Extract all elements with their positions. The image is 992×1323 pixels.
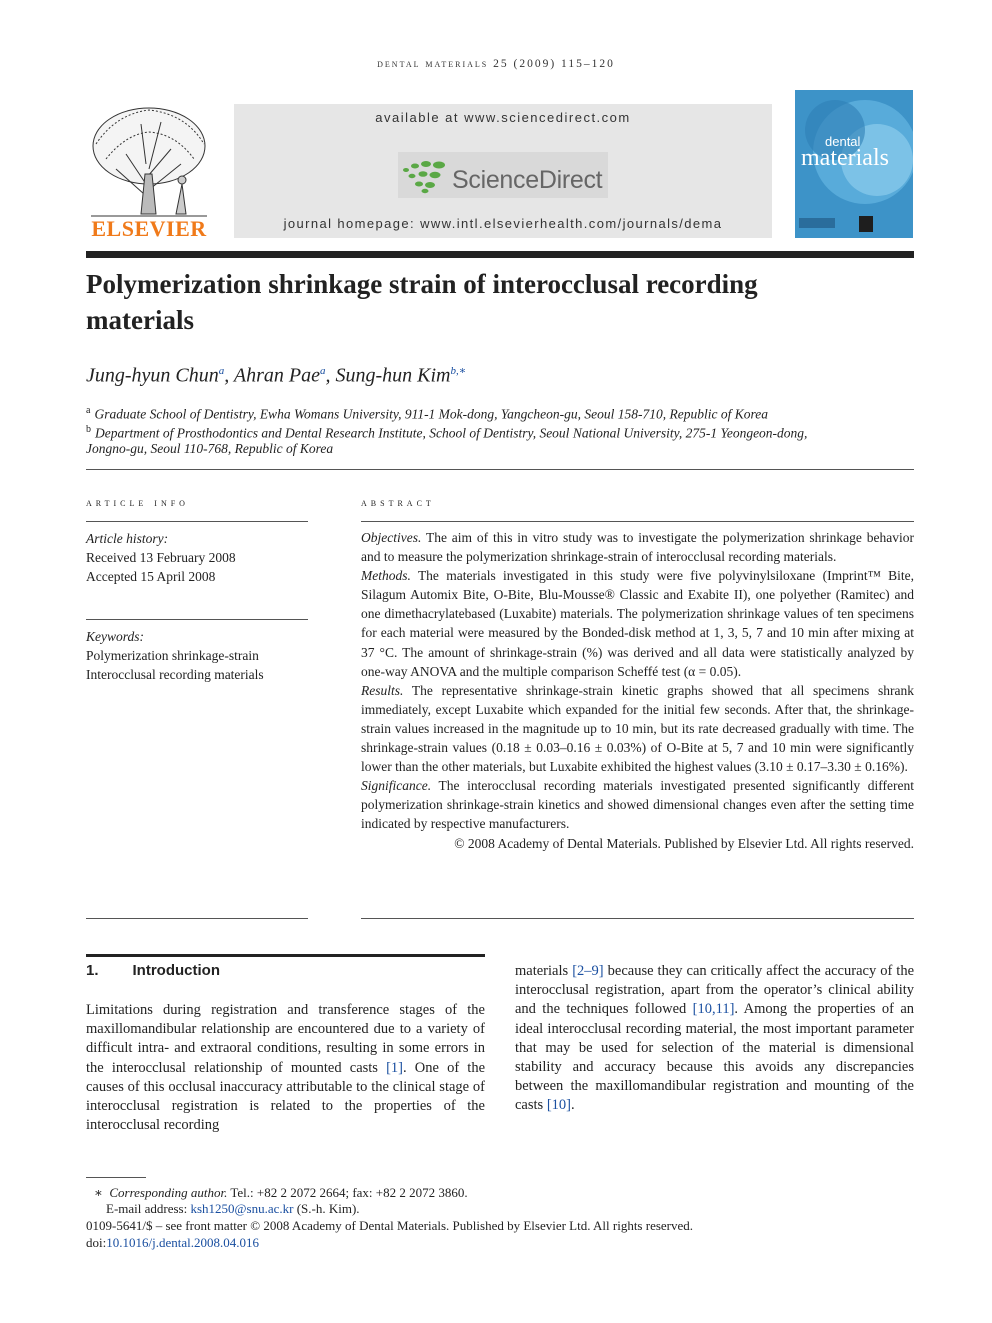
keyword: Polymerization shrinkage-strain <box>86 648 259 663</box>
abstract-rule <box>361 521 914 522</box>
email-note: E-mail address: ksh1250@snu.ac.kr (S.-h. Kim). <box>106 1201 360 1216</box>
article-title: Polymerization shrinkage strain of interocclusal recording materials <box>86 269 758 335</box>
keywords-block: Keywords: Polymerization shrinkage-strain Interocclusal recording materials <box>86 629 264 682</box>
citation-link[interactable]: [1] <box>386 1059 404 1076</box>
article-info-bottom-rule <box>86 918 308 919</box>
keyword: Interocclusal recording materials <box>86 667 264 682</box>
affiliation-a: $^a$ Graduate School of Dentistry, Ewha Womans University, 911-1 Mok-dong, Yangcheon-gu, Seoul 158-710, Republic of Korea <box>86 405 769 422</box>
abstract-methods: Methods. The materials investigated in this study were five polyvinylsiloxane (Imprint™ Bite, Silagum Automix Bite, O-Bite, Blu-Mousse® Classic and Exabite II), one polyether (Ramitec) and one dimethacrylatebased (Luxabite) materials. The polymerization shrinkage values of ten specimens for each material were measured by the Bonded-disk method at 1, 3, 5, 7 and 10 min after mixing at 37 °C. The amount of shrinkage-strain (%) was derived and all data were statistically analyzed by one-way ANOVA and the multiple comparison Scheffé test (α = 0.05). <box>361 568 914 679</box>
keywords-rule <box>86 619 308 620</box>
intro-right-column <box>515 962 914 1116</box>
intro-heading: 1. Introduction <box>86 962 220 979</box>
abstract-bottom-rule <box>361 918 914 919</box>
abstract-body <box>361 528 914 853</box>
intro-rule <box>86 954 485 957</box>
affiliation-b-cont: Jongno-gu, Seoul 110-768, Republic of Korea <box>86 441 334 456</box>
author-affil-mark[interactable]: a <box>218 365 225 377</box>
email-link[interactable]: ksh1250@snu.ac.kr <box>190 1201 294 1216</box>
abstract-copyright: © 2008 Academy of Dental Materials. Published by Elsevier Ltd. All rights reserved. <box>454 835 914 851</box>
intro-left-column <box>86 1001 485 1135</box>
sciencedirect-dots-icon <box>400 160 450 194</box>
issn-line: 0109-5641/$ – see front matter © 2008 Academy of Dental Materials. Published by Elsevier Ltd. All rights reserved. <box>86 1218 694 1233</box>
author-name: Sung-hun Kim <box>335 364 451 387</box>
abstract-objectives: Objectives. The aim of this in vitro study was to investigate the polymerization shrinkage behavior and to measure the polymerization shrinkage-strain of interocclusal recording materials. <box>361 530 914 565</box>
author-affil-mark[interactable]: a <box>320 365 326 377</box>
journal-homepage-link[interactable]: journal homepage: www.intl.elsevierhealth.com/journals/dema <box>283 216 723 231</box>
citation-link[interactable]: [10,11] <box>692 1001 735 1018</box>
doi-link[interactable]: 10.1016/j.dental.2008.04.016 <box>106 1235 259 1250</box>
sciencedirect-wordmark: ScienceDirect <box>452 166 603 194</box>
article-info-heading: article info <box>86 495 189 509</box>
running-head: dental materials 25 (2009) 115–120 <box>377 58 615 70</box>
author-affil-mark[interactable]: b,∗ <box>450 365 467 377</box>
article-info-rule <box>86 521 308 522</box>
cover-title-line1: dental <box>825 134 861 149</box>
abstract-results: Results. The representative shrinkage-strain kinetic graphs showed that all specimens shrank immediately, except Luxabite which expanded for the initial few seconds. After that, the shrinkage-strain values increased in the magnitude up to 10 min, but its rate decreased gradually with time. The shrinkage-strain values (0.18 ± 0.03–0.16 ± 0.03%) of O-Bite at 5, 7 and 10 min were significantly lower than the other materials, but Luxabite exhibited the highest values (3.10 ± 0.17–3.30 ± 0.16%). <box>361 682 914 775</box>
affiliation-b: $^b$ Department of Prosthodontics and Dental Research Institute, School of Dentistry, Seoul National University, 275-1 Yeongeon-dong, <box>86 424 808 441</box>
footnote-rule <box>86 1177 146 1178</box>
author-list: Jung-hyun Chun$^a$, Ahran Pae$^a$, Sung-hun Kim$^{b,∗}$ <box>86 364 467 387</box>
author-name: Jung-hyun Chun <box>86 364 219 387</box>
citation-link[interactable]: [10] <box>546 1097 571 1114</box>
corresponding-author-note: ∗ Corresponding author. Tel.: +82 2 2072 2664; fax: +82 2 2072 3860. <box>94 1185 468 1200</box>
affiliation-rule <box>86 469 914 470</box>
article-history: Article history: Received 13 February 2008 Accepted 15 April 2008 <box>86 531 236 584</box>
cover-title-line2: materials <box>801 145 889 171</box>
abstract-heading: abstract <box>361 495 435 509</box>
intro-paragraph: materials [2–9] because they can critically affect the accuracy of the interocclusal registration, apart from the operator’s clinical ability and the techniques followed [10,11]. Among the properties of an ideal interocclusal recording material, the most important parameter that may be used for selection of the material is dimensional stability and accuracy because this avoids any discrepancies between the maxillomandibular registration and mounting of the casts [10]. <box>515 963 915 1114</box>
citation-link[interactable]: [2–9] <box>572 963 604 979</box>
intro-paragraph: Limitations during registration and transference stages of the maxillomandibular relationship are encountered due to a variety of difficult intra- and extraoral conditions, resulting in some errors in the interocclusal relationship of mounted casts [1]. One of the causes of this occlusal inaccuracy attributable to the clinical stage of interocclusal registration is related to the properties of the interocclusal recording <box>86 1002 486 1134</box>
author-name: Ahran Pae <box>233 364 320 387</box>
publisher-wordmark: ELSEVIER <box>91 216 207 241</box>
header-rule <box>86 251 914 258</box>
available-at-link[interactable]: available at www.sciencedirect.com <box>375 110 631 125</box>
journal-cover <box>795 90 913 238</box>
doi-line: doi:10.1016/j.dental.2008.04.016 <box>86 1235 259 1250</box>
abstract-significance: Significance. The interocclusal recording materials investigated presented significantly different polymerization shrinkage-strain kinetics and showed dimensional changes even after the setting time indicated by respective manufacturers. <box>361 778 914 832</box>
